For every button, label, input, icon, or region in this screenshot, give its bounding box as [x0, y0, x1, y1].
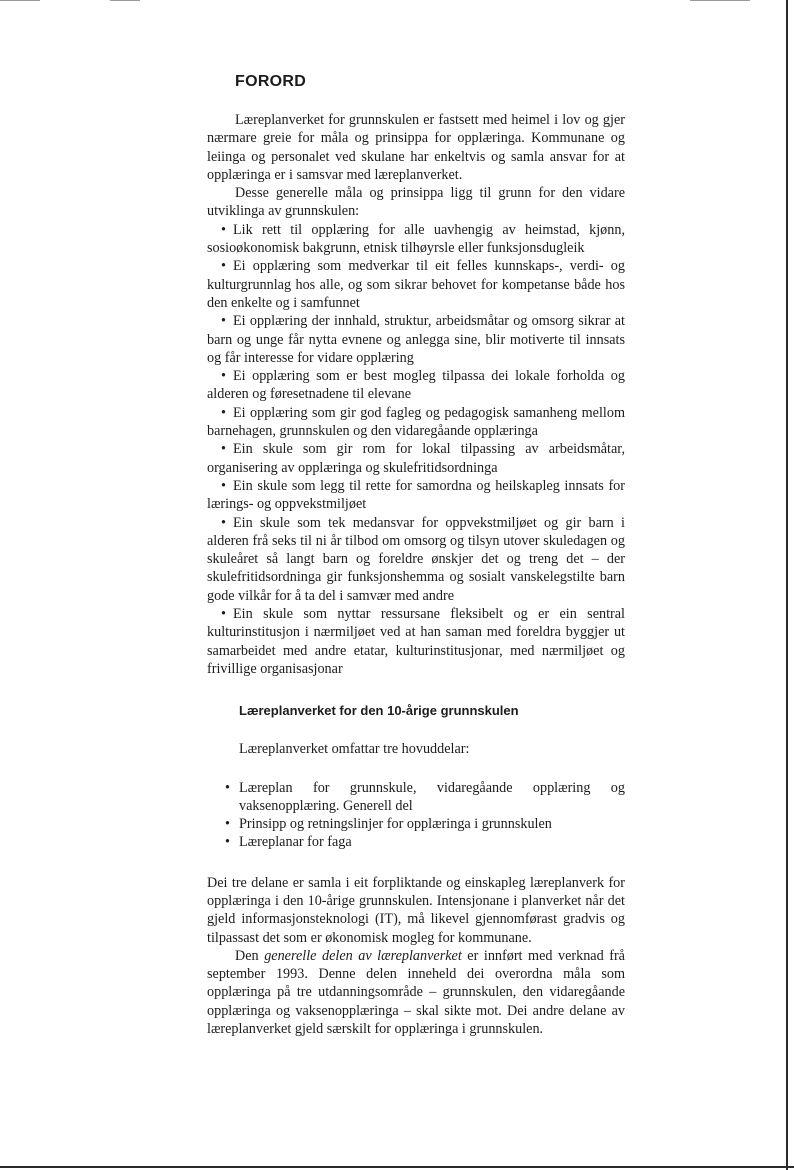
list-item-text: Ei opplæring som er best mogleg tilpassa dei lokale forholda og alderen og føresetnadene til elevane — [207, 368, 625, 403]
list-item-text: Læreplanar for faga — [239, 834, 352, 851]
principles-list — [207, 221, 625, 678]
bullet-icon: • — [221, 368, 226, 385]
list-item — [207, 367, 625, 404]
list-item-text: Ein skule som nyttar ressursane fleksibelt og er ein sentral kulturinstitusjon i nærmiljøet ved at han saman med foreldra byggjer ut samarbeidet med andre etatar, kulturinstitusjonar, med nærmiljøet og frivillige organisasjonar — [207, 606, 625, 677]
list-item-text: Ein skule som gir rom for lokal tilpassing av arbeidsmåtar, organisering av opplæringa og skulefritidsordninga — [207, 441, 625, 476]
list-item — [207, 514, 625, 605]
bullet-icon: • — [225, 779, 230, 796]
bullet-icon: • — [221, 441, 226, 458]
scan-bottom-edge — [0, 1166, 794, 1168]
list-item — [207, 815, 625, 833]
list-item — [207, 833, 625, 851]
list-item-text: Læreplan for grunnskule, vidaregåande opplæring og vaksenopplæring. Generell del — [239, 779, 625, 814]
list-item — [207, 312, 625, 367]
list-item-text: Ein skule som tek medansvar for oppvekstmiljøet og gir barn i alderen frå seks til ni år tilbod om omsorg og tilsyn utover skuledagen og skuleåret så langt barn og foreldre ønskjer det og treng det – der skulefritidsordninga gir funksjonshemma og sosialt vanskelegstilte barn gode vilkår for å ta del i samvær med andre — [207, 514, 625, 604]
list-item-text: Ein skule som legg til rette for samordna og heilskapleg innsats for lærings- og oppvekstmiljøet — [207, 477, 625, 513]
final-paragraph-rest: er innført med verknad frå september 1993. Denne delen inneheld dei overordna måla som opplæringa på tre utdanningsområde – grunnskulen, den vidaregåande opplæringa og vaksenopplæringa – skal sikte mot. Dei andre delane av læreplanverket gjeld særskilt for opplæringa i grunnskulen. — [207, 947, 625, 1038]
list-item — [207, 605, 625, 678]
list-item — [207, 257, 625, 312]
scan-top-edge — [0, 0, 794, 2]
list-item-text: Ei opplæring der innhald, struktur, arbeidsmåtar og omsorg sikrar at barn og unge får nytta evnene og anlegga sine, blir motiverte til innsats og får interesse for vidare opplæring — [207, 313, 625, 366]
bullet-icon: • — [221, 606, 226, 623]
bullet-icon: • — [221, 313, 226, 330]
list-item-text: Ei opplæring som gir god fagleg og pedagogisk samanheng mellom barnehagen, grunnskulen og den vidaregåande opplæringa — [207, 404, 625, 440]
list-item — [207, 779, 625, 816]
list-item — [207, 477, 625, 514]
parts-list — [207, 779, 625, 852]
bullet-icon: • — [225, 816, 230, 833]
parts-lead: Læreplanverket omfattar tre hovuddelar: — [239, 741, 470, 758]
section-heading: Læreplanverket for den 10-årige grunnskulen — [239, 703, 519, 719]
final-paragraph — [207, 947, 625, 1038]
bullet-icon: • — [221, 404, 226, 421]
list-item-text: Ei opplæring som medverkar til eit felles kunnskaps-, verdi- og kulturgrunnlag hos alle, og som sikrar behovet for kompetanse både hos den enkelte og i samfunnet — [207, 258, 625, 311]
bullet-icon: • — [221, 258, 226, 275]
page-content — [207, 72, 625, 1038]
bullet-icon: • — [221, 514, 226, 531]
principles-lead: Desse generelle måla og prinsippa ligg til grunn for den vidare utviklinga av grunnskulen: — [207, 185, 625, 220]
list-item — [207, 221, 625, 258]
scan-right-edge — [786, 0, 788, 1170]
bullet-icon: • — [225, 834, 230, 851]
bullet-icon: • — [221, 221, 226, 238]
list-item — [207, 440, 625, 477]
bullet-icon: • — [221, 477, 226, 494]
final-paragraph-prefix: Den — [235, 947, 265, 964]
list-item-text: Lik rett til opplæring for alle uavhengig av heimstad, kjønn, sosioøkonomisk bakgrunn, etnisk tilhøyrsle eller funksjonsdugleik — [207, 221, 625, 257]
page-title: FORORD — [235, 73, 307, 90]
closing-paragraph: Dei tre delane er samla i eit forpliktande og einskapleg læreplanverk for opplæringa i den 10-årige grunnskulen. Intensjonane i planverket når det gjeld informasjonsteknologi (IT), må likevel gjennomførast gradvis og tilpassast det som er økonomisk mogleg for kommunane. — [207, 874, 625, 946]
final-paragraph-emphasis: generelle delen av læreplanverket — [264, 947, 462, 964]
list-item — [207, 404, 625, 441]
list-item-text: Prinsipp og retningslinjer for opplæringa i grunnskulen — [239, 816, 552, 833]
intro-paragraph: Læreplanverket for grunnskulen er fastsett med heimel i lov og gjer nærmare greie for måla og prinsippa for opplæringa. Kommunane og leiinga og personalet ved skulane har enkeltvis og samla ansvar for at opplæringa er i samsvar med læreplanverket. — [207, 112, 625, 183]
